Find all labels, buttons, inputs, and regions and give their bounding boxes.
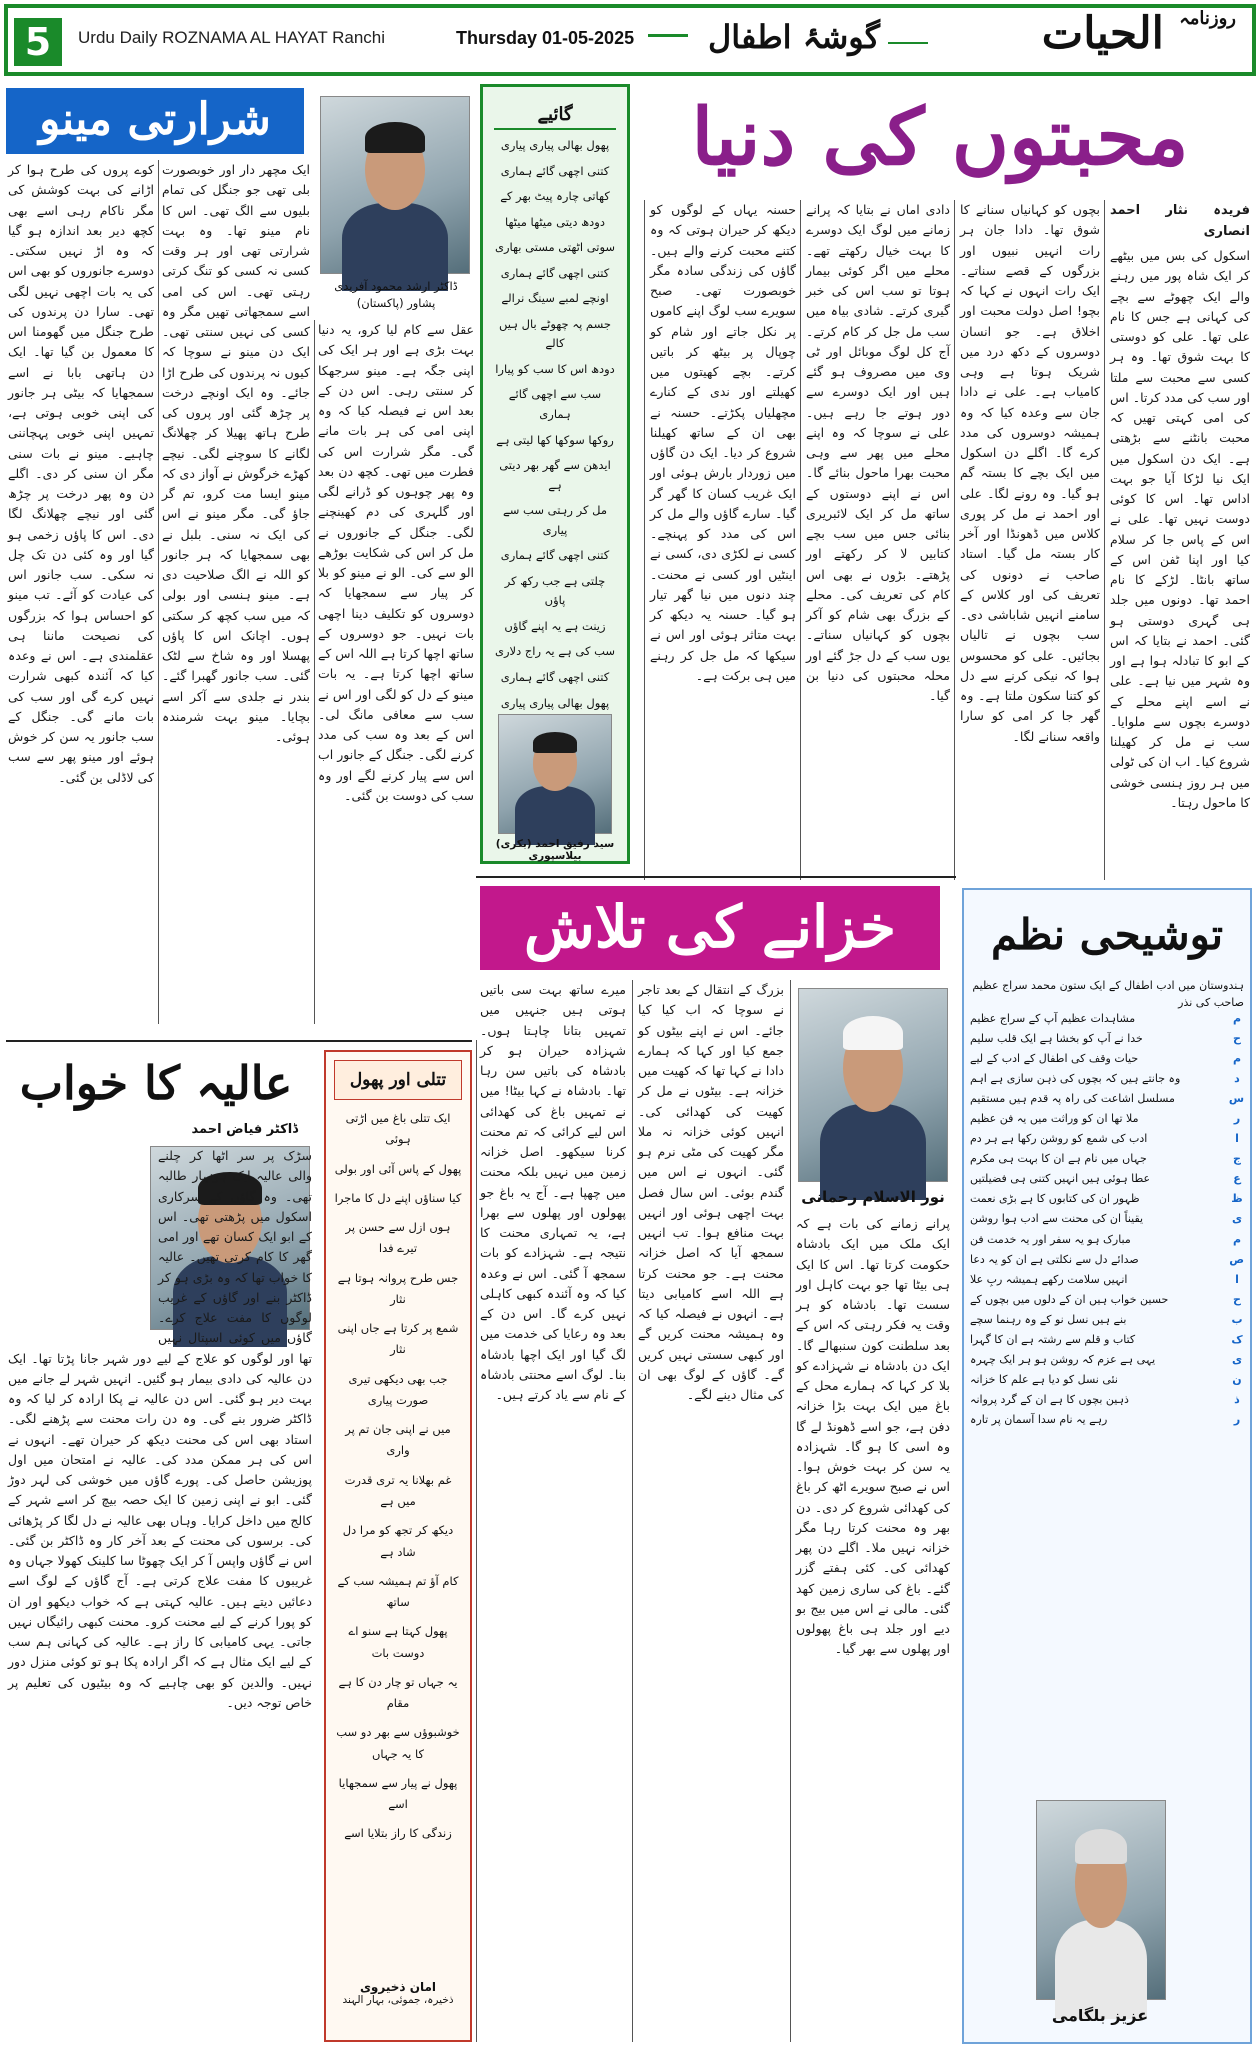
photo-cap bbox=[843, 1016, 902, 1051]
article-column: عقل سے کام لیا کرو، یہ دنیا بہت بڑی ہے اور ہر ایک کی اپنی جگہ ہے۔ مینو سرجھکا کر سنتی رہی۔ اس دن کے بعد اس نے فیصلہ کیا کہ وہ اپنی امی کی ہر بات مانے گی۔ مگر شرارت اس کی فطرت میں تھی۔ کچھ دن بعد وہ پھر چوہوں کو ڈرانے لگی اور گلہری کی دم کھینچنے لگی۔ جنگل کے جانوروں نے مل کر اس کی شکایت بوڑھے الو سے کی۔ الو نے مینو کو بلا کر پیار سے سمجھایا کہ دوسروں کو تکلیف دینا اچھی بات نہیں۔ جو دوسروں کے ساتھ اچھا کرتا ہے اللہ اس کے ساتھ اچھا کرتا ہے۔ یہ بات مینو کے دل کو لگی اور اس نے سب سے معافی مانگ لی۔ اس کے بعد وہ سب کی مدد کرنے لگی۔ جنگل کے جانور اب اس سے پیار کرنے لگے اور وہ سب کی دوست بن گئی۔ bbox=[318, 322, 474, 803]
article-column: پرانے زمانے کی بات ہے کہ ایک ملک میں ایک بادشاہ حکومت کرتا تھا۔ اس کا ایک ہی بیٹا تھا جو بہت کاہل اور سست تھا۔ بادشاہ کو ہر وقت یہ فکر رہتی کہ اس کے بعد سلطنت کون سنبھالے گا۔ ایک دن بادشاہ نے شہزادے کو بلا کر کہا کہ ہمارے محل کے باغ میں ایک بہت بڑا خزانہ دفن ہے، جو اسے ڈھونڈ لے گا وہ اسی کا ہو گا۔ شہزادہ یہ سن کر بہت خوش ہوا۔ اس نے صبح سویرے اٹھ کر باغ کی کھدائی شروع کر دی۔ دن بھر وہ محنت کرتا رہا مگر خزانہ نہیں ملا۔ اگلے دن پھر کھدائی کی۔ کئی ہفتے گزر گئے۔ باغ کی ساری زمین کھد گئی۔ مالی نے اس میں بیج بو دیے اور جلد ہی باغ پھولوں اور پھلوں سے بھر گیا۔ bbox=[796, 1216, 950, 1657]
poem-line: خوشبوؤں سے بھر دو سب کا یہ جہاں bbox=[336, 1725, 460, 1761]
poem-line: میں نے اپنی جان تم پر واری bbox=[345, 1422, 451, 1458]
masthead-rule bbox=[648, 34, 688, 37]
column-divider bbox=[632, 980, 633, 2042]
poet-place: ذخیرہ، جموئی، بہار الہند bbox=[342, 1994, 454, 2006]
acrostic-line bbox=[970, 1110, 1244, 1127]
poem-line: کام آؤ تم ہمیشہ سب کے ساتھ bbox=[337, 1573, 459, 1610]
acrostic-letter: ب bbox=[1231, 1312, 1243, 1326]
acrostic-line bbox=[970, 1371, 1244, 1388]
article-body bbox=[8, 1146, 312, 2042]
poem-line: مل کر رہتی سب سے پیاری bbox=[503, 503, 607, 537]
acrostic-text: انہیں سلامت رکھے ہمیشہ ربِ علا bbox=[970, 1272, 1128, 1286]
acrostic-text: مبارک ہو یہ سفر اور یہ خدمت فن bbox=[970, 1232, 1131, 1246]
article-column: دادی اماں نے بتایا کہ پرانے زمانے میں لوگ ایک دوسرے کا بہت خیال رکھتے تھے۔ محلے میں اگر کوئی بیمار ہوتا تو سب اس کی خبر گیری کرتے۔ شادی بیاہ میں سب مل جل کر کام کرتے۔ آج کل لوگ موبائل اور ٹی وی میں مصروف ہو گئے ہیں اور ایک دوسرے سے دور ہوتے جا رہے ہیں۔ علی نے سوچا کہ وہ اپنے محلے میں پھر سے وہی محبت بھرا ماحول بنائے گا۔ اس نے اپنے دوستوں کے ساتھ مل کر ایک لائبریری بنائی جس میں سب بچے کتابیں لا کر رکھتے اور پڑھتے۔ بڑوں نے بھی اس کام کی تعریف کی۔ محلے کے بزرگ بھی شام کو آکر بچوں کو کہانیاں سناتے۔ یوں سب کے دل جڑ گئے اور محلہ محبتوں کی دنیا بن گیا۔ bbox=[806, 202, 950, 703]
poem-line: پھول بھالی پیاری پیاری bbox=[500, 695, 610, 710]
poem-line: کھاتی چارہ پیٹ بھر کے bbox=[500, 189, 610, 204]
acrostic-letter: ی bbox=[1231, 1212, 1243, 1226]
acrostic-letter: م bbox=[1232, 1232, 1242, 1246]
acrostic-letter: ذ bbox=[1234, 1392, 1240, 1406]
photo-figure bbox=[1055, 1920, 1147, 2019]
section-title: گوشۂ اطفال bbox=[708, 18, 881, 56]
acrostic-line bbox=[970, 1331, 1244, 1348]
author-name: نور الاسلام رحمانی bbox=[801, 1188, 945, 1206]
acrostic-text: ادب کی شمع کو روشن رکھا ہے ہر دم bbox=[970, 1132, 1148, 1146]
poem-dedication: ہندوستان میں ادب اطفال کے ایک ستون محمد سراج عظیم صاحب کی نذر bbox=[972, 979, 1244, 1009]
acrostic-line bbox=[970, 1210, 1244, 1227]
poem-lines bbox=[334, 1108, 462, 1968]
acrostic-line bbox=[970, 1271, 1244, 1288]
acrostic-text: ملا تھا ان کو وراثت میں یہ فن عظیم bbox=[970, 1112, 1139, 1126]
acrostic-line bbox=[970, 1231, 1244, 1248]
acrostic-line bbox=[970, 1351, 1244, 1368]
poet-photo bbox=[1036, 1800, 1166, 2000]
photo-hair bbox=[1075, 1829, 1126, 1865]
acrostic-letter: م bbox=[1232, 1012, 1242, 1025]
poem-line: جب بھی دیکھی تیری صورت پیاری bbox=[348, 1371, 448, 1407]
poem-lines bbox=[494, 136, 616, 710]
acrostic-text: مشاہدات عظیم آپ کے سراج عظیم bbox=[970, 1012, 1136, 1025]
column-divider bbox=[800, 200, 801, 880]
acrostic-text: ظہور ان کی کتابوں کا ہے بڑی نعمت bbox=[970, 1192, 1140, 1206]
acrostic-letter: س bbox=[1228, 1092, 1244, 1106]
acrostic-line bbox=[970, 1411, 1244, 1428]
acrostic-letter: ا bbox=[1235, 1132, 1239, 1146]
acrostic-line bbox=[970, 1391, 1244, 1408]
acrostic-text: یہی ہے عزم کہ روشن ہو ہر ایک چہرہ bbox=[970, 1352, 1156, 1366]
poem-line: کتنی اچھی گائے ہماری bbox=[500, 670, 610, 685]
acrostic-text: صدائے دل سے نکلتی ہے ان کو یہ دعا bbox=[970, 1252, 1139, 1266]
acrostic-text: عطا ہوئی ہیں انہیں کتنی ہی فضیلتیں bbox=[970, 1172, 1151, 1186]
poem-title: توشیحی نظم bbox=[990, 910, 1224, 959]
acrostic-text: مسلسل اشاعت کی راہ پہ قدم ہیں مستقیم bbox=[970, 1092, 1175, 1106]
acrostic-letter: ح bbox=[1233, 1292, 1241, 1306]
acrostic-line bbox=[970, 1311, 1244, 1328]
acrostic-letter: ظ bbox=[1231, 1192, 1243, 1206]
author-caption bbox=[316, 278, 476, 313]
story-title-aliya-ka-khwab: عالیہ کا خواب bbox=[19, 1056, 293, 1110]
acrostic-letter: ا bbox=[1235, 1272, 1239, 1286]
poem-line: پھول نے پیار سے سمجھایا اسے bbox=[338, 1775, 458, 1812]
poem-line: کتنی اچھی گائے ہماری bbox=[500, 163, 610, 178]
acrostic-line bbox=[970, 1190, 1244, 1207]
photo-wrap-space bbox=[8, 1146, 158, 1336]
acrostic-text: یقیناً ان کی محنت سے ادب ہوا روشن bbox=[970, 1212, 1144, 1226]
poem-line: پھول کے پاس آئی اور بولی bbox=[334, 1161, 462, 1176]
acrostic-text: خدا نے آپ کو بخشا ہے ایک قلب سلیم bbox=[970, 1032, 1143, 1046]
column-divider bbox=[314, 320, 315, 1024]
acrostic-line bbox=[970, 1170, 1244, 1187]
poem-line: سب سے اچھی گائے ہماری bbox=[508, 387, 602, 422]
poem-lines bbox=[970, 1010, 1244, 1790]
poem-line: سب کی ہے یہ راج دلاری bbox=[494, 644, 616, 659]
acrostic-line bbox=[970, 1050, 1244, 1067]
logo-prefix: روزنامہ bbox=[1179, 8, 1236, 29]
column-divider bbox=[476, 1040, 477, 2042]
author-byline: ڈاکٹر فیاض احمد bbox=[191, 1122, 298, 1137]
masthead-rule bbox=[888, 42, 928, 44]
poet-name: امان ذخیروی bbox=[359, 1980, 437, 1994]
poem-line: دیکھ کر تجھ کو مرا دل شاد ہے bbox=[342, 1523, 454, 1559]
poem-line: جس طرح پروانہ ہوتا ہے نثار bbox=[337, 1270, 459, 1306]
poem-line: کیا سناؤں اپنے دل کا ماجرا bbox=[334, 1190, 462, 1205]
acrostic-line bbox=[970, 1150, 1244, 1167]
acrostic-letter: م bbox=[1232, 1052, 1242, 1066]
poem-line: ہوں ازل سے حسن پر تیرے فدا bbox=[345, 1220, 451, 1256]
acrostic-line bbox=[970, 1130, 1244, 1147]
poem-line: کتنی اچھی گائے ہماری bbox=[500, 265, 610, 280]
poem-line: کتنی اچھی گائے ہماری bbox=[500, 548, 610, 563]
article-column: ایک مچھر دار اور خوبصورت بلی تھی جو جنگل کی تمام بلیوں سے الگ تھی۔ اس کا نام مینو تھا۔ وہ بہت شرارتی تھی اور ہر وقت کسی نہ کسی کو تنگ کرتی رہتی تھی۔ اس کی امی اسے سمجھاتی تھیں مگر وہ کسی کی نہیں سنتی تھی۔ ایک دن مینو نے سوچا کہ کیوں نہ پرندوں کی طرح اڑا جائے۔ وہ ایک اونچے درخت پر چڑھ گئی اور پروں کی طرح ہاتھ پھیلا کر چھلانگ لگانے کا سوچنے لگی۔ نیچے کھڑے خرگوش نے آواز دی کہ مینو ایسا مت کرو، تم گر جاؤ گی۔ مگر مینو نے اس کی ایک نہ سنی۔ بلبل نے بھی سمجھایا کہ ہر جانور کو اللہ نے الگ صلاحیت دی ہے۔ مینو ہنسی اور بولی کہ میں سب کچھ کر سکتی ہوں۔ اچانک اس کا پاؤں پھسلا اور وہ شاخ سے لٹک گئی۔ سب جانور گھبرا گئے۔ بندر نے جلدی سے آکر اسے بچایا۔ مینو بہت شرمندہ ہوئی۔ bbox=[162, 162, 310, 744]
article-column: بزرگ کے انتقال کے بعد تاجر نے سوچا کہ اب کیا کیا جائے۔ اس نے اپنے بیٹوں کو جمع کیا اور کہا کہ ہمارے دادا نے کہا تھا کہ کھیت میں خزانہ ہے۔ بیٹوں نے مل کر کھیت کی کھدائی کی۔ انہیں کوئی خزانہ نہ ملا مگر کھیت کی مٹی نرم ہو گئی۔ انہوں نے اس میں گندم بوئی۔ اس سال فصل بہت اچھی ہوئی اور انہیں بہت منافع ہوا۔ تب انہیں سمجھ آیا کہ اصل خزانہ محنت ہے۔ جو محنت کرتا ہے اللہ اسے کامیابی دیتا ہے۔ انہوں نے فیصلہ کیا کہ وہ ہمیشہ محنت کریں گے اور کبھی سستی نہیں کریں گے۔ گاؤں کے لوگ بھی ان کی مثال دینے لگے۔ bbox=[638, 982, 784, 1402]
poem-line: یہ جہاں تو چار دن کا ہے مقام bbox=[338, 1674, 458, 1711]
author-photo bbox=[320, 96, 470, 274]
column-divider bbox=[790, 980, 791, 2042]
column-divider bbox=[954, 200, 955, 880]
acrostic-letter: ک bbox=[1231, 1332, 1243, 1346]
poem-line: ایک تتلی باغ میں اڑتی ہوئی bbox=[345, 1111, 451, 1147]
acrostic-line bbox=[970, 1070, 1244, 1087]
acrostic-text: نئی نسل کو دیا ہے علم کا خزانہ bbox=[970, 1372, 1118, 1386]
article-column bbox=[1110, 200, 1250, 880]
poem-line: ایدھن سے گھر بھر دیتی ہے bbox=[499, 458, 611, 492]
column-divider bbox=[1104, 200, 1105, 880]
newspaper-logo bbox=[1042, 8, 1236, 59]
photo-figure bbox=[820, 1104, 927, 1200]
poem-line: چلتی ہے جب رکھ کر پاؤں bbox=[504, 573, 606, 608]
acrostic-line bbox=[970, 1251, 1244, 1268]
section-divider bbox=[476, 876, 956, 878]
story-title-khazane-ki-talash: خزانے کی تلاش bbox=[480, 886, 940, 970]
acrostic-text: وہ جانتے ہیں کہ بچوں کی ذہن سازی ہے اہم bbox=[970, 1072, 1181, 1086]
article-column: حسنہ یہاں کے لوگوں کو دیکھ کر حیران ہوتی کہ وہ کتنے محبت کرنے والے ہیں۔ گاؤں کی زندگی سادہ مگر خوبصورت تھی۔ صبح سویرے سب لوگ اپنے کاموں پر نکل جاتے اور شام کو چوپال پر بیٹھ کر باتیں کرتے۔ بچے کھیتوں میں کھیلتے اور ندی کے کنارے مچھلیاں پکڑتے۔ حسنہ نے بھی ان کے ساتھ کھیلنا شروع کر دیا۔ ایک دن گاؤں میں زوردار بارش ہوئی اور ایک غریب کسان کا گھر گر گیا۔ سارے گاؤں والے مل کر اس کی مدد کو پہنچے۔ کسی نے لکڑی دی، کسی نے اینٹیں اور کسی نے محنت۔ چند دنوں میں نیا گھر تیار ہو گیا۔ حسنہ یہ دیکھ کر بہت متاثر ہوئی اور اس نے سیکھا کہ مل جل کر رہنے میں ہی برکت ہے۔ bbox=[650, 202, 796, 683]
article-column: میرے ساتھ بہت سی باتیں ہوتی ہیں جنہیں میں تمہیں بتانا چاہتا ہوں۔ شہزادہ حیران ہو کر بادشاہ کی باتیں سن رہا تھا۔ بادشاہ نے کہا بیٹا! میں نے تمہیں باغ کی کھدائی اس لیے کرائی کہ تم محنت کرنا سیکھو۔ اصل خزانہ زمین میں نہیں بلکہ محنت میں چھپا ہے۔ آج یہ باغ جو پھولوں اور پھلوں سے بھرا ہے، یہ تمہاری محنت کا نتیجہ ہے۔ شہزادے کو بات سمجھ آ گئی۔ اس نے وعدہ کیا کہ وہ آئندہ کبھی کاہلی نہیں کرے گا۔ اس دن کے بعد وہ رعایا کی خدمت میں لگ گیا اور ایک اچھا بادشاہ بنا۔ لوگ اسے محنتی بادشاہ کے نام سے یاد کرتے ہیں۔ bbox=[480, 982, 626, 1402]
poet-name: عزیز بلگامی bbox=[1051, 2006, 1149, 2025]
author-photo bbox=[798, 988, 948, 1182]
poem-line: پھول کہتا ہے سنو اے دوست بات bbox=[348, 1624, 448, 1660]
acrostic-letter: ن bbox=[1232, 1372, 1242, 1386]
poem-line: روکھا سوکھا کھا لیتی ہے bbox=[496, 432, 614, 447]
section-divider bbox=[6, 1040, 472, 1042]
acrostic-letter: ح bbox=[1233, 1032, 1241, 1046]
poet-byline bbox=[334, 1980, 462, 2006]
acrostic-letter: ی bbox=[1231, 1352, 1243, 1366]
author-name: ڈاکٹر ارشد محمود آفریدی bbox=[334, 279, 458, 293]
masthead bbox=[4, 4, 1256, 76]
poem-title: تتلی اور پھول bbox=[334, 1060, 462, 1100]
article-column: کوے پروں کی طرح ہوا کر اڑانے کی بہت کوشش کی مگر ناکام رہی اسے بھی کچھ دیر بعد اندازہ ہو گیا کہ وہ اڑ نہیں سکتی۔ دوسرے جانوروں کو بھی اس کی یہ بات اچھی نہیں لگی تھی۔ سارا دن پرندوں کی طرح جنگل میں گھومنا اس کا معمول بن گیا تھا۔ ایک دن ہاتھی بابا نے اسے سمجھایا کہ بیٹی ہر جانور کی اپنی خوبی ہوتی ہے، تمہیں اپنی خوبی پہچاننی چاہیے۔ مینو نے بات سنی مگر ان سنی کر دی۔ اگلے دن وہ پھر درخت پر چڑھ گئی اور نیچے چھلانگ لگا دی۔ اس کا پاؤں زخمی ہو گیا اور وہ کئی دن تک چل نہ سکی۔ سب جانور اس کی عیادت کو آئے۔ تب مینو کو احساس ہوا کہ بزرگوں کی نصیحت ماننا ہی عقلمندی ہے۔ اس نے وعدہ کیا کہ آئندہ کبھی شرارت نہیں کرے گی اور سب کی بات مانے گی۔ جنگل کے سب جانور یہ سن کر خوش ہوئے اور مینو پھر سے سب کی لاڈلی بن گئی۔ bbox=[8, 162, 154, 785]
poem-title: گائیے bbox=[494, 104, 616, 130]
poem-line: شمع پر کرتا ہے جاں اپنی نثار bbox=[337, 1321, 459, 1357]
acrostic-letter: د bbox=[1234, 1072, 1240, 1086]
poem-line: پھول بھالی پیاری پیاری bbox=[500, 138, 610, 152]
acrostic-text: حسین خواب ہیں ان کے دلوں میں بچوں کے bbox=[970, 1292, 1169, 1306]
article-text: اسکول کی بس میں بیٹھے کر ایک شاہ پور میں رہنے والے ایک چھوٹے سے بچے کی کہانی ہے جس کا نام علی تھا۔ علی کو دوستی کا بہت شوق تھا۔ وہ ہر کسی سے محبت سے ملتا اور سب کی مدد کرتا۔ اس کی امی کہتی تھیں کہ محبت بانٹنے سے بڑھتی ہے۔ ایک دن اسکول میں ایک نیا لڑکا آیا جو بہت اداس تھا۔ اس کا کوئی دوست نہیں تھا۔ علی نے اس کے پاس جا کر سلام کیا اور اپنا ٹفن اس کے ساتھ بانٹا۔ لڑکے کا نام احمد تھا۔ دونوں میں جلد ہی گہری دوستی ہو گئی۔ احمد نے بتایا کہ اس کے ابو کا تبادلہ ہوا ہے اور وہ شہر میں نیا ہے۔ علی نے اسے اپنے محلے کے دوسرے بچوں سے ملوایا۔ سب نے مل کر کھیلنا شروع کیا۔ اب ان کی ٹولی میں ہر روز ہنسی خوشی کا ماحول رہتا۔ bbox=[1109, 248, 1250, 810]
acrostic-letter: ر bbox=[1233, 1412, 1241, 1426]
photo-figure bbox=[515, 786, 596, 845]
acrostic-line bbox=[970, 1090, 1244, 1107]
acrostic-letter: ج bbox=[1233, 1152, 1241, 1166]
photo-hair bbox=[365, 122, 424, 154]
photo-hair bbox=[533, 732, 578, 753]
poet-photo bbox=[498, 714, 612, 834]
acrostic-text: بنے ہیں نسل نو کے وہ رہنما سچے bbox=[970, 1312, 1127, 1326]
acrostic-text: کتاب و قلم سے رشتہ ہے ان کا گہرا bbox=[970, 1332, 1136, 1346]
page-number: 5 bbox=[14, 18, 62, 66]
poem-line: دودھ دیتی میٹھا میٹھا bbox=[505, 214, 605, 229]
author-byline: فریدہ نثار احمد انصاری bbox=[1110, 203, 1250, 240]
poem-line: اونچے لمبے سینگ نرالے bbox=[501, 291, 609, 306]
story-title-shararti-meenu: شرارتی مینو bbox=[6, 88, 304, 154]
poet-name: سید رفیق احمد (بکری) بیلاسپوری bbox=[495, 838, 615, 862]
poem-line: جسم پہ چھوٹے بال ہیں کالے bbox=[499, 316, 611, 351]
acrostic-line bbox=[970, 1291, 1244, 1308]
poem-line: غم بھلانا یہ تری قدرت میں ہے bbox=[344, 1472, 452, 1508]
acrostic-letter: ع bbox=[1233, 1172, 1241, 1186]
article-column: بچوں کو کہانیاں سنانے کا شوق تھا۔ دادا جان ہر رات انہیں نبیوں اور بزرگوں کے قصے سناتے۔ ایک رات انہوں نے کہا کہ بچو! اصل دولت محبت اور اخلاق ہے۔ جو انسان دوسروں کے دکھ درد میں شریک ہوتا ہے وہی کامیاب ہے۔ علی نے دادا جان سے وعدہ کیا کہ وہ ہمیشہ دوسروں کی مدد کرے گا۔ اگلے دن اسکول میں ایک بچے کا بستہ گم ہو گیا۔ وہ رونے لگا۔ علی اور احمد نے مل کر پوری کلاس میں ڈھونڈا اور آخر کار بستہ مل گیا۔ استاد صاحب نے دونوں کی تعریف کی اور کلاس کے سامنے انہیں شاباشی دی۔ سب بچوں نے تالیاں بجائیں۔ علی کو محسوس ہوا کہ نیکی کرنے سے دل کو کتنا سکون ملتا ہے۔ وہ گھر جا کر امی کو سارا واقعہ سنانے لگا۔ bbox=[960, 202, 1100, 744]
poem-line: زندگی کا راز بتلایا اسے bbox=[344, 1826, 452, 1841]
publication-date: Thursday 01-05-2025 bbox=[456, 28, 635, 48]
acrostic-letter: ر bbox=[1233, 1112, 1241, 1126]
acrostic-line bbox=[970, 1010, 1244, 1027]
poem-line: دودھ اس کا سب کو پیارا bbox=[495, 361, 615, 376]
logo-text: الحیات bbox=[1041, 8, 1164, 59]
acrostic-text: جہاں میں نام ہے ان کا بہت ہی مکرم bbox=[970, 1152, 1147, 1166]
story-title-mohabbaton-ki-duniya: محبتوں کی دنیا bbox=[691, 92, 1189, 183]
author-place: پشاور (پاکستان) bbox=[356, 296, 436, 311]
acrostic-text: ذہین بچوں کا ہے ان کے گرد پروانہ bbox=[970, 1392, 1129, 1406]
poem-line: زینت ہے یہ اپنے گاؤں bbox=[504, 618, 606, 633]
article-text: سڑک پر سر اٹھا کر چلنے والی عالیہ ایک ہونہار طالبہ تھی۔ وہ گاؤں کے سرکاری اسکول میں پڑھتی تھی۔ اس کے ابو ایک کسان تھے اور امی گھر کا کام کرتی تھیں۔ عالیہ کا خواب تھا کہ وہ بڑی ہو کر ڈاکٹر بنے اور گاؤں کے غریب لوگوں کا مفت علاج کرے۔ گاؤں میں کوئی اسپتال نہیں تھا اور لوگوں کو علاج کے لیے دور شہر جانا پڑتا تھا۔ ایک دن عالیہ کی دادی بیمار ہو گئیں۔ انہیں شہر لے جانے میں بہت دیر ہو گئی۔ اس دن عالیہ نے پکا ارادہ کر لیا کہ وہ ڈاکٹر ضرور بنے گی۔ وہ دن رات محنت سے پڑھنے لگی۔ استاد بھی اس کی محنت دیکھ کر حیران تھے۔ انہوں نے اس کی ہر ممکن مدد کی۔ عالیہ نے امتحان میں اول پوزیشن حاصل کی۔ پورے گاؤں میں خوشی کی لہر دوڑ گئی۔ ابو نے اپنی زمین کا ایک حصہ بیچ کر اسے شہر کے کالج میں داخل کرایا۔ وہاں بھی عالیہ نے دل لگا کر پڑھائی کی۔ برسوں کی محنت کے بعد آخر کار وہ ڈاکٹر بن گئی۔ اس نے گاؤں واپس آ کر ایک چھوٹا سا کلینک کھولا جہاں وہ غریبوں کا مفت علاج کرتی ہے۔ آج گاؤں کے لوگ اسے دعائیں دیتے ہیں۔ عالیہ کہتی ہے کہ خواب دیکھو اور ان کو پورا کرنے کے لیے محنت کرو۔ محنت کبھی رائیگاں نہیں جاتی۔ یہی کامیابی کا راز ہے۔ عالیہ کی کہانی ہم سب کے لیے ایک مثال ہے کہ اگر ارادہ پکا ہو تو کوئی منزل دور نہیں۔ والدین کو بھی چاہیے کہ وہ بیٹیوں کی تعلیم پر خاص توجہ دیں۔ bbox=[8, 1148, 312, 1710]
poem-line: سوتی اٹھتی مستی بھاری bbox=[494, 240, 616, 255]
publication-name: Urdu Daily ROZNAMA AL HAYAT Ranchi bbox=[78, 28, 386, 47]
column-divider bbox=[644, 200, 645, 880]
acrostic-line bbox=[970, 1030, 1244, 1047]
column-divider bbox=[158, 160, 159, 1024]
acrostic-letter: ص bbox=[1229, 1252, 1244, 1266]
acrostic-text: رہے یہ نام سدا آسمان پر تارہ bbox=[970, 1412, 1108, 1426]
acrostic-text: حیات وقف کی اطفال کے ادب کے لیے bbox=[970, 1052, 1139, 1066]
